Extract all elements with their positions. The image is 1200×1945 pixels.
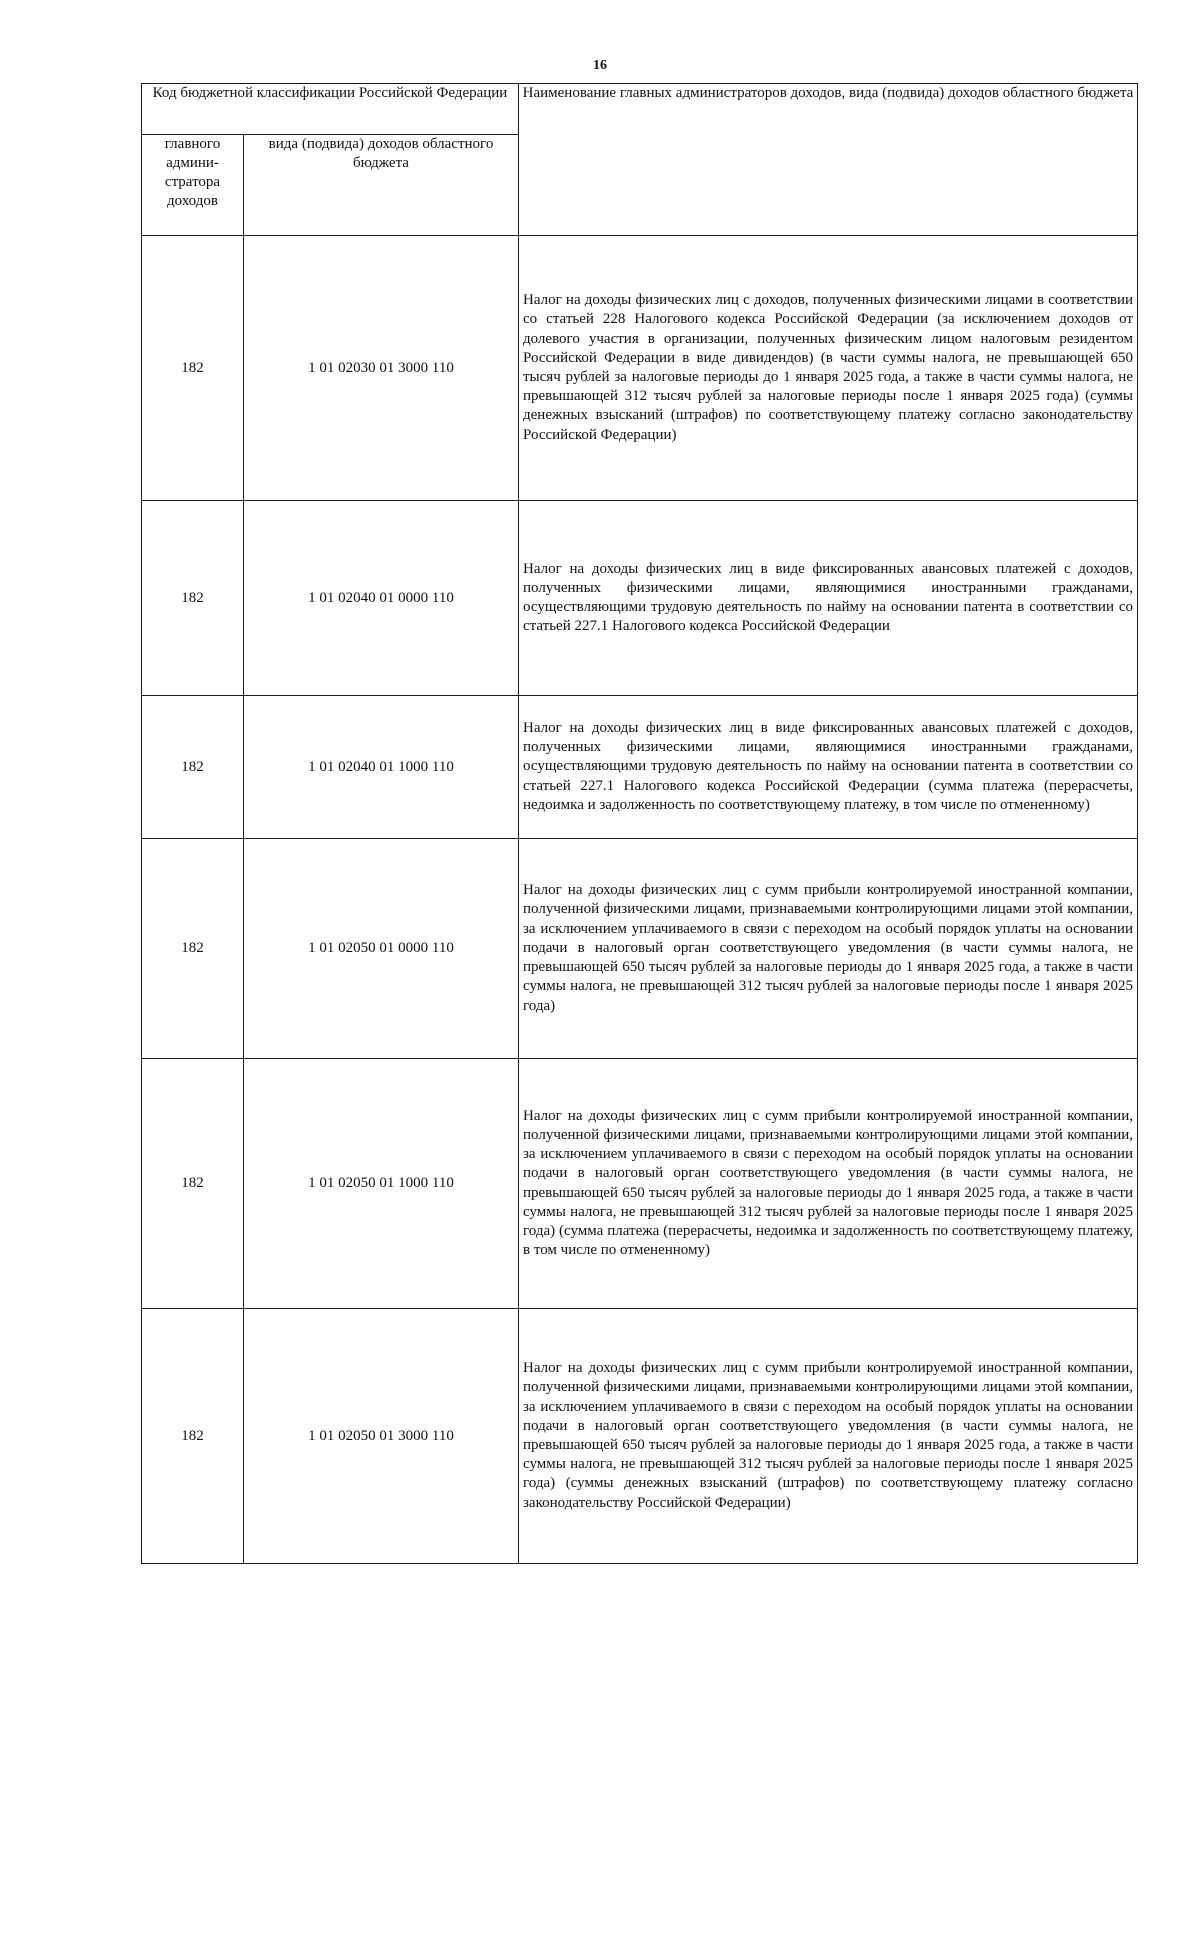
kbk-group-header: Код бюджетной классификации Российской Федерации <box>142 84 519 135</box>
income-code-cell: 1 01 02050 01 0000 110 <box>244 839 519 1059</box>
income-description-cell: Налог на доходы физических лиц с сумм прибыли контролируемой иностранной компании, полученной физическими лицами, признаваемыми контролирующими лицами этой компании, за исключением уплачиваемого в связи с переходом на особый порядок уплаты на основании подачи в налоговый орган соответствующего уведомления (в части суммы налога, не превышающей 650 тысяч рублей за налоговые периоды до 1 января 2025 года, а также в части суммы налога, не превышающей 312 тысяч рублей за налоговые периоды после 1 января 2025 года) <box>519 839 1138 1059</box>
income-description-cell: Налог на доходы физических лиц в виде фиксированных авансовых платежей с доходов, полученных физическими лицами, являющимися иностранными гражданами, осуществляющими трудовую деятельность по найму на основании патента в соответствии со статьей 227.1 Налогового кодекса Российской Федерации <box>519 501 1138 696</box>
table-row <box>142 236 1138 501</box>
admin-code-cell: 182 <box>142 839 244 1059</box>
income-code-cell: 1 01 02040 01 0000 110 <box>244 501 519 696</box>
admin-column-header: главного админи-стратора доходов <box>142 135 244 236</box>
table-row <box>142 839 1138 1059</box>
type-column-header: вида (подвида) доходов областного бюджета <box>244 135 519 236</box>
admin-code-cell: 182 <box>142 1059 244 1309</box>
table-row <box>142 1309 1138 1564</box>
income-description-cell: Налог на доходы физических лиц с сумм прибыли контролируемой иностранной компании, полученной физическими лицами, признаваемыми контролирующими лицами этой компании, за исключением уплачиваемого в связи с переходом на особый порядок уплаты на основании подачи в налоговый орган соответствующего уведомления (в части суммы налога, не превышающей 650 тысяч рублей за налоговые периоды до 1 января 2025 года, а также в части суммы налога, не превышающей 312 тысяч рублей за налоговые периоды после 1 января 2025 года) (суммы денежных взысканий (штрафов) по соответствующему платежу согласно законодательству Российской Федерации) <box>519 1309 1138 1564</box>
table-row <box>142 501 1138 696</box>
income-code-cell: 1 01 02050 01 3000 110 <box>244 1309 519 1564</box>
income-description-cell: Налог на доходы физических лиц с доходов, полученных физическими лицами в соответствии со статьей 228 Налогового кодекса Российской Федерации (за исключением доходов от долевого участия в организации, полученных физическим лицом налоговым резидентом Российской Федерации в виде дивидендов) (в части суммы налога, не превышающей 650 тысяч рублей за налоговые периоды до 1 января 2025 года, а также в части суммы налога, не превышающей 312 тысяч рублей за налоговые периоды после 1 января 2025 года) (суммы денежных взысканий (штрафов) по соответствующему платежу согласно законодательству Российской Федерации) <box>519 236 1138 501</box>
admin-code-cell: 182 <box>142 236 244 501</box>
admin-code-cell: 182 <box>142 1309 244 1564</box>
table-row <box>142 696 1138 839</box>
table-row <box>142 1059 1138 1309</box>
income-code-cell: 1 01 02040 01 1000 110 <box>244 696 519 839</box>
name-column-header: Наименование главных администраторов доходов, вида (подвида) доходов областного бюджета <box>519 84 1138 236</box>
admin-code-cell: 182 <box>142 696 244 839</box>
income-code-cell: 1 01 02030 01 3000 110 <box>244 236 519 501</box>
admin-code-cell: 182 <box>142 501 244 696</box>
income-description-cell: Налог на доходы физических лиц с сумм прибыли контролируемой иностранной компании, полученной физическими лицами, признаваемыми контролирующими лицами этой компании, за исключением уплачиваемого в связи с переходом на особый порядок уплаты на основании подачи в налоговый орган соответствующего уведомления (в части суммы налога, не превышающей 650 тысяч рублей за налоговые периоды до 1 января 2025 года, а также в части суммы налога, не превышающей 312 тысяч рублей за налоговые периоды после 1 января 2025 года) (сумма платежа (перерасчеты, недоимка и задолженность по соответствующему платежу, в том числе по отмененному) <box>519 1059 1138 1309</box>
header-row-top <box>142 84 1138 135</box>
page-number: 16 <box>593 58 607 73</box>
income-code-cell: 1 01 02050 01 1000 110 <box>244 1059 519 1309</box>
income-description-cell: Налог на доходы физических лиц в виде фиксированных авансовых платежей с доходов, полученных физическими лицами, являющимися иностранными гражданами, осуществляющими трудовую деятельность по найму на основании патента в соответствии со статьей 227.1 Налогового кодекса Российской Федерации (сумма платежа (перерасчеты, недоимка и задолженность по соответствующему платежу, в том числе по отмененному) <box>519 696 1138 839</box>
budget-classification-table <box>141 83 1138 1564</box>
